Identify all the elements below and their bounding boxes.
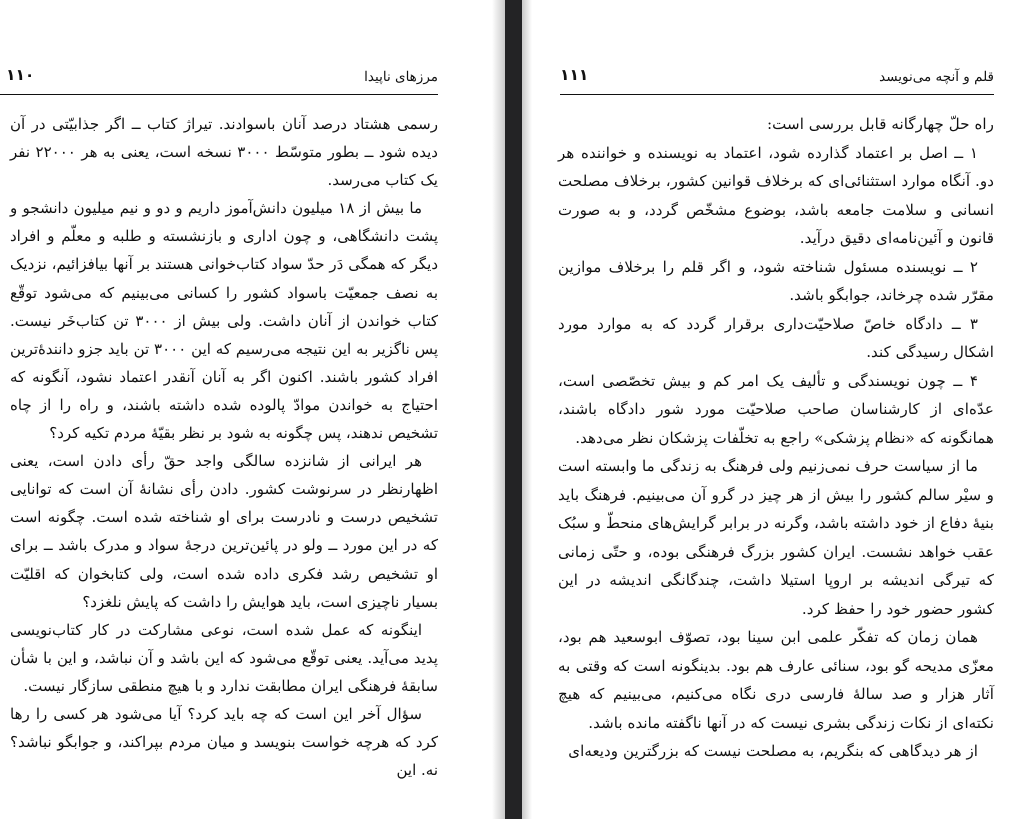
paragraph: ما از سیاست حرف نمی‌زنیم ولی فرهنگ به زندگی ما وابسته است و سیْر سالم کشور را بیش از هر چیز در گرو آن می‌بینیم. فرهنگ باید بنیهٔ دفاع از خود داشته باشد، وگرنه در برابر گرایش‌های منحطّ و سبُک عقب خواهد نشست. ایران کشور بزرگ فرهنگی بوده، و حتّی زمانی که تیرگی اندیشه بر اروپا استیلا داشت، چندگانگی اندیشه در این کشور حضور خود را حفظ کرد.: [558, 457, 994, 618]
paragraph: اینگونه که عمل شده است، نوعی مشارکت در کار کتاب‌نویسی پدید می‌آید. یعنی توقّع می‌شود که این باشد و آن نباشد، و این با شأن سابقهٔ فرهنگی ایران مطابقت ندارد و با هیچ منطقی سازگار نیست.: [10, 620, 438, 695]
left-page-header: [6, 66, 438, 90]
paragraph: از هر دیدگاهی که بنگریم، به مصلحت نیست که بزرگترین ودیعه‌ای: [568, 742, 978, 760]
right-page: [522, 0, 1024, 819]
paragraph: ۱ ــ اصل بر اعتماد گذارده شود، اعتماد به نویسنده و خواننده هر دو. آنگاه موارد استثنائی‌ای که برخلاف قوانین کشور، برخلاف مصلحت انسانی و سلامت جامعه باشد، بوضوع مشخّص گردد، و به صورت قانون و آئین‌نامه‌ای دقیق درآید.: [558, 143, 994, 247]
book-spine-gutter: [505, 0, 522, 819]
running-title: قلم و آنچه می‌نویسد: [879, 69, 994, 85]
page-number: ۱۱۰: [6, 66, 35, 84]
running-title: مرزهای ناپیدا: [364, 69, 438, 85]
paragraph: راه حلّ چهارگانه قابل بررسی است:: [766, 115, 994, 133]
paragraph: همان زمان که تفکّر علمی ابن سینا بود، تصوّف ابوسعید هم بود، معزّی مدیحه گو بود، سنائی عارف هم بود. بدینگونه است که وقتی به آثار هزار و صد سالهٔ فارسی دری نگاه می‌کنیم، می‌بینیم که هیچ نکته‌ای از نکات زندگی بشری نیست که در آنها ناگفته مانده باشد.: [558, 628, 994, 732]
paragraph: ۲ ــ نویسنده مسئول شناخته شود، و اگر قلم را برخلاف موازین مقرّر شده چرخاند، جوابگو باشد.: [558, 257, 994, 304]
paragraph: هر ایرانی از شانزده سالگی واجد حقّ رأی دادن است، یعنی اظهارنظر در سرنوشت کشور. دادن رأی نشانهٔ آن است که توانایی تشخیص درست و نادرست برای او شناخته شده است. چگونه است که در این مورد ــ ولو در پائین‌ترین درجهٔ سواد و مدرک باشد ــ برای او تشخیص رشد فکری داده شده است، ولی کتابخوان که اقلیّت بسیار ناچیزی است، باید هوایش را داشت که پایش نلغزد؟: [10, 452, 438, 611]
paragraph: رسمی هشتاد درصد آنان باسوادند. تیراژ کتاب ــ اگر جذابیّتی در آن دیده شود ــ بطور متوسّط ۳۰۰۰ نسخه است، یعنی به هر ۲۲۰۰۰ نفر یک کتاب می‌رسد.: [10, 115, 438, 190]
right-page-header: [560, 66, 994, 90]
paragraph: ما بیش از ۱۸ میلیون دانش‌آموز داریم و دو و نیم میلیون دانشجو و پشت دانشگاهی، و چون اداری و بازنشسته و طلبه و معلّم و افراد دیگر که همگی دَر حدّ سواد کتاب‌خوانی هستند بر آنها بیافزائیم، نزدیک به نصف جمعیّت باسواد کشور را کسانی می‌بینیم که می‌شود توقّع کتاب خواندن از آنان داشت. ولی بیش از ۳۰۰۰ تن کتاب‌خَر نیست. پس ناگزیر به این نتیجه می‌رسیم که این ۳۰۰۰ تن باید جزو دانندهٔ‌ترین افراد کشور باشند. اکنون اگر به آنان آنقدر اعتماد نشود، آنگونه که احتیاج به خواندن موادّ پالوده شده داشته باشند، و راه را از چاه تشخیص ندهند، پس چگونه به شود بر نظر بقیّهٔ مردم تکیه کرد؟: [10, 199, 439, 443]
body-text: [558, 110, 994, 766]
paragraph: سؤال آخر این است که چه باید کرد؟ آیا می‌شود هر کسی را رها کرد که هرچه خواست بنویسد و میان مردم بپراکند، و جوابگو نباشد؟ نه. این: [10, 704, 438, 780]
header-rule: [0, 94, 438, 95]
page-number: ۱۱۱: [560, 66, 589, 84]
body-text: [10, 110, 438, 784]
header-rule: [560, 94, 994, 95]
left-page: [0, 0, 505, 819]
paragraph: ۳ ــ دادگاه خاصّ صلاحیّت‌داری برقرار گردد که به موارد مورد اشکال رسیدگی کند.: [558, 314, 994, 361]
paragraph: ۴ ــ چون نویسندگی و تألیف یک امر کم و بیش تخصّصی است، عدّه‌ای از کارشناسان صاحب صلاحیّت مورد شور دادگاه باشند، همانگونه که «نظام پزشکی» راجع به تخلّفات پزشکان نظر می‌دهد.: [558, 371, 994, 447]
